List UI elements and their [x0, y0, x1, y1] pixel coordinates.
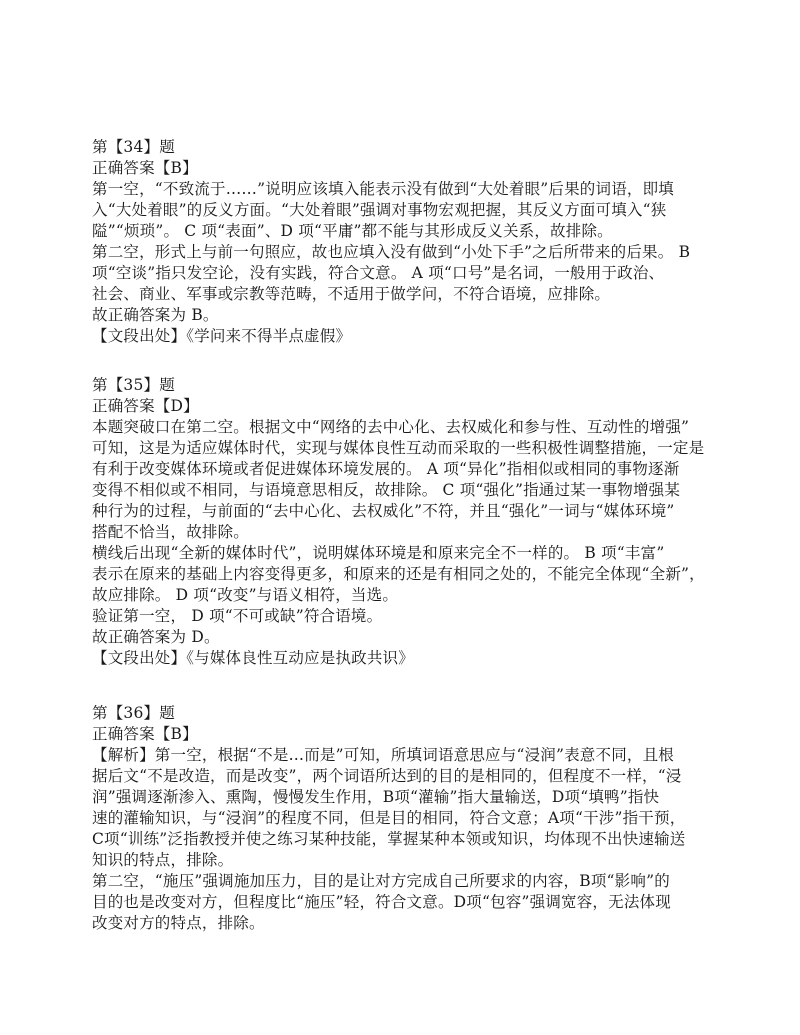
explanation-line: 【解析】第一空，根据“不是…而是”可知，所填词语意思应与“浸润”表意不同，且根 — [92, 746, 674, 764]
explanation-line: 隘”“烦琐”。 C 项“表面”、D 项“平庸”都不能与其形成反义关系，故排除。 — [92, 222, 613, 240]
explanation-line: 速的灌输知识，与“浸润”的程度不同，但是目的相同，符合文意；A项“干涉”指干预， — [92, 809, 686, 827]
correct-answer: 正确答案【B】 — [92, 159, 198, 177]
explanation-line: 故应排除。 D 项“改变”与语义相符，当选。 — [92, 586, 399, 604]
explanation-line: 种行为的过程，与前面的“去中心化、去权威化”不符，并且“强化”一词与“媒体环境” — [92, 502, 675, 520]
explanation-line: C项“训练”泛指教授并使之练习某种技能，掌握某种本领或知识，均体现不出快速输送 — [92, 830, 686, 848]
question-36 — [92, 703, 732, 934]
explanation-line: 本题突破口在第二空。根据文中“网络的去中心化、去权威化和参与性、互动性的增强” — [92, 418, 690, 436]
explanation-line: 横线后出现“全新的媒体时代”，说明媒体环境是和原来完全不一样的。 B 项“丰富” — [92, 544, 665, 562]
explanation-line: 第二空，形式上与前一句照应，故也应填入没有做到“小处下手”之后所带来的后果。 B — [92, 243, 691, 261]
question-34 — [92, 137, 732, 347]
explanation-line: 表示在原来的基础上内容变得更多，和原来的还是有相同之处的，不能完全体现“全新”， — [92, 565, 705, 583]
explanation-line: 变得不相似或不相同，与语境意思相反，故排除。 C 项“强化”指通过某一事物增强某 — [92, 481, 681, 499]
explanation-line: 据后文“不是改造，而是改变”，两个词语所达到的目的是相同的，但程度不一样，“浸 — [92, 767, 682, 785]
explanation-line: 入“大处着眼”的反义方面。“大处着眼”强调对事物宏观把握，其反义方面可填入“狭 — [92, 201, 667, 219]
question-title: 第【35】题 — [92, 376, 175, 394]
correct-answer: 正确答案【D】 — [92, 397, 199, 415]
conclusion-line: 故正确答案为 D。 — [92, 628, 220, 646]
question-35 — [92, 375, 732, 669]
source-line: 【文段出处】《学问来不得半点虚假》 — [92, 327, 352, 345]
question-title: 第【34】题 — [92, 138, 175, 156]
explanation-line: 目的也是改变对方，但程度比“施压”轻，符合文意。D项“包容”强调宽容，无法体现 — [92, 893, 671, 911]
explanation-line: 社会、商业、军事或宗教等范畴，不适用于做学问，不符合语境，应排除。 — [92, 285, 611, 303]
correct-answer: 正确答案【B】 — [92, 725, 198, 743]
explanation-line: 第二空，“施压”强调施加压力，目的是让对方完成自己所要求的内容，B项“影响”的 — [92, 872, 670, 890]
explanation-line: 润”强调逐渐渗入、熏陶，慢慢发生作用，B项“灌输”指大量输送，D项“填鸭”指快 — [92, 788, 660, 806]
explanation-line: 第一空，“不致流于……”说明应该填入能表示没有做到“大处着眼”后果的词语，即填 — [92, 180, 674, 198]
explanation-line: 搭配不恰当，故排除。 — [92, 523, 250, 541]
source-line: 【文段出处】《与媒体良性互动应是执政共识》 — [92, 649, 414, 667]
explanation-line: 验证第一空， D 项“不可或缺”符合语境。 — [92, 607, 383, 625]
explanation-line: 项“空谈”指只发空论，没有实践，符合文意。 A 项“口号”是名词，一般用于政治、 — [92, 264, 665, 282]
question-title: 第【36】题 — [92, 704, 175, 722]
explanation-line: 改变对方的特点，排除。 — [92, 914, 265, 932]
explanation-line: 有利于改变媒体环境或者促进媒体环境发展的。 A 项“异化”指相似或相同的事物逐渐 — [92, 460, 680, 478]
explanation-line: 知识的特点，排除。 — [92, 851, 234, 869]
conclusion-line: 故正确答案为 B。 — [92, 306, 219, 324]
explanation-line: 可知，这是为适应媒体时代，实现与媒体良性互动而采取的一些积极性调整措施，一定是 — [92, 439, 705, 457]
